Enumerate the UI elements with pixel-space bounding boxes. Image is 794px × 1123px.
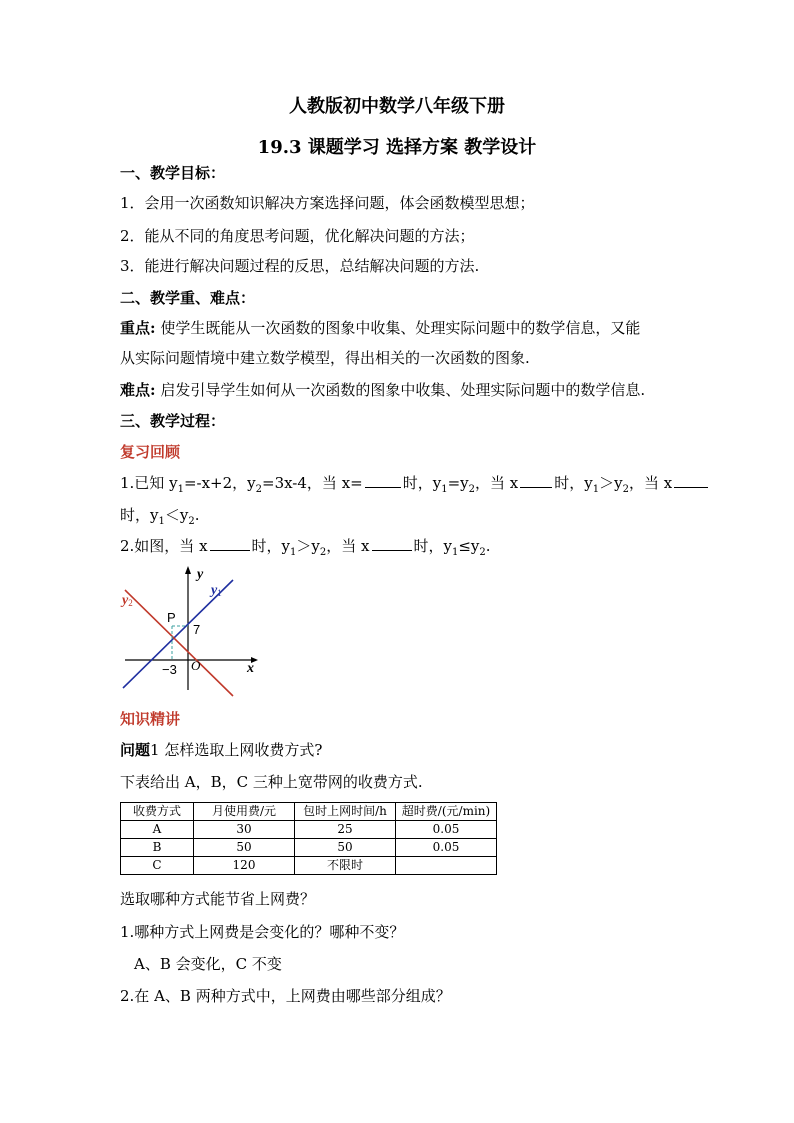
focus-label: 重点: [120,319,156,337]
line-y2 [125,590,233,696]
answer-blank[interactable] [210,536,250,551]
document-subtitle: 19.3 课题学习 选择方案 教学设计 [257,137,537,158]
column-header: 包时上网时间/h [295,803,396,821]
table-row [121,821,497,839]
focus-paragraph-continued: 从实际问题情境中建立数学模型，得出相关的一次函数的图象. [120,349,530,367]
y-axis-arrow [185,566,191,574]
objective-item: 3．能进行解决问题过程的反思，总结解决问题的方法. [120,257,480,275]
table-cell: 0.05 [396,839,497,857]
table-cell: 120 [194,857,295,875]
problem-text: 1 怎样选取上网收费方式? [150,741,323,759]
document-title: 人教版初中数学八年级下册 [289,96,505,117]
table-intro: 下表给出 A，B，C 三种上宽带网的收费方式. [120,773,423,791]
table-row [121,839,497,857]
sub-question-1: 1.哪种方式上网费是会变化的？哪种不变？ [120,923,405,941]
sub-question-2: 2.在 A、B 两种方式中，上网费由哪些部分组成？ [120,987,451,1005]
table-cell: 30 [194,821,295,839]
difficulty-label: 难点: [120,381,156,399]
objective-item: 1．会用一次函数知识解决方案选择问题，体会函数模型思想； [120,194,535,212]
tick-label-7: 7 [193,622,201,637]
column-header: 月使用费/元 [194,803,295,821]
main-question: 选取哪种方式能节省上网费？ [120,890,316,908]
y2-label: y2 [122,593,133,608]
key-points-heading: 二、教学重、难点： [120,289,256,307]
answer-blank[interactable] [372,536,412,551]
linear-functions-graph [115,560,265,700]
review-question-1: 1.已知 $y_1=-x+2$，$y_2=3x-4$，当 x= 时，$y_1=y_2$，当 x 时，$y_1>y_2$，当 x [120,473,710,500]
table-cell: 50 [194,839,295,857]
y-axis-label: y [197,567,204,582]
table-cell [396,857,497,875]
review-question-1-continued: 时，$y_1<y_2$. [120,506,200,527]
table-cell: 不限时 [295,857,396,875]
point-p-label: P [167,610,176,625]
answer-blank[interactable] [365,473,401,488]
problem-statement [120,740,322,760]
review-heading: 复习回顾 [120,443,181,461]
table-row [121,857,497,875]
answer-blank[interactable] [520,473,552,488]
table-cell: 50 [295,839,396,857]
fee-table [120,802,497,875]
process-heading: 三、教学过程： [120,412,226,430]
difficulty-text: 启发引导学生如何从一次函数的图象中收集、处理实际问题中的数学信息. [155,381,646,399]
difficulty-paragraph [120,380,645,400]
tick-label-neg3: −3 [162,662,177,677]
knowledge-heading: 知识精讲 [120,710,181,728]
focus-text: 使学生既能从一次函数的图象中收集、处理实际问题中的数学信息，又能 [155,319,641,337]
focus-paragraph [120,318,640,338]
answer-blank[interactable] [674,473,708,488]
y1-label: y1 [211,583,222,598]
table-cell: C [121,857,194,875]
origin-label: O [191,658,201,673]
problem-label: 问题 [120,741,151,759]
column-header: 收费方式 [121,803,194,821]
review-question-2: 2.如图，当 x 时，$y_1>y_2$，当 x 时，$y_1\le y_2$. [120,537,491,558]
table-header-row [121,803,497,821]
table-cell: A [121,821,194,839]
objective-item: 2．能从不同的角度思考问题，优化解决问题的方法； [120,227,475,245]
table-cell: 0.05 [396,821,497,839]
x-axis-label: x [247,661,254,676]
table-cell: 25 [295,821,396,839]
objectives-heading: 一、教学目标： [120,164,226,182]
sub-answer-1: A、B 会变化，C 不变 [134,955,282,973]
table-cell: B [121,839,194,857]
column-header: 超时费/(元/min) [396,803,497,821]
